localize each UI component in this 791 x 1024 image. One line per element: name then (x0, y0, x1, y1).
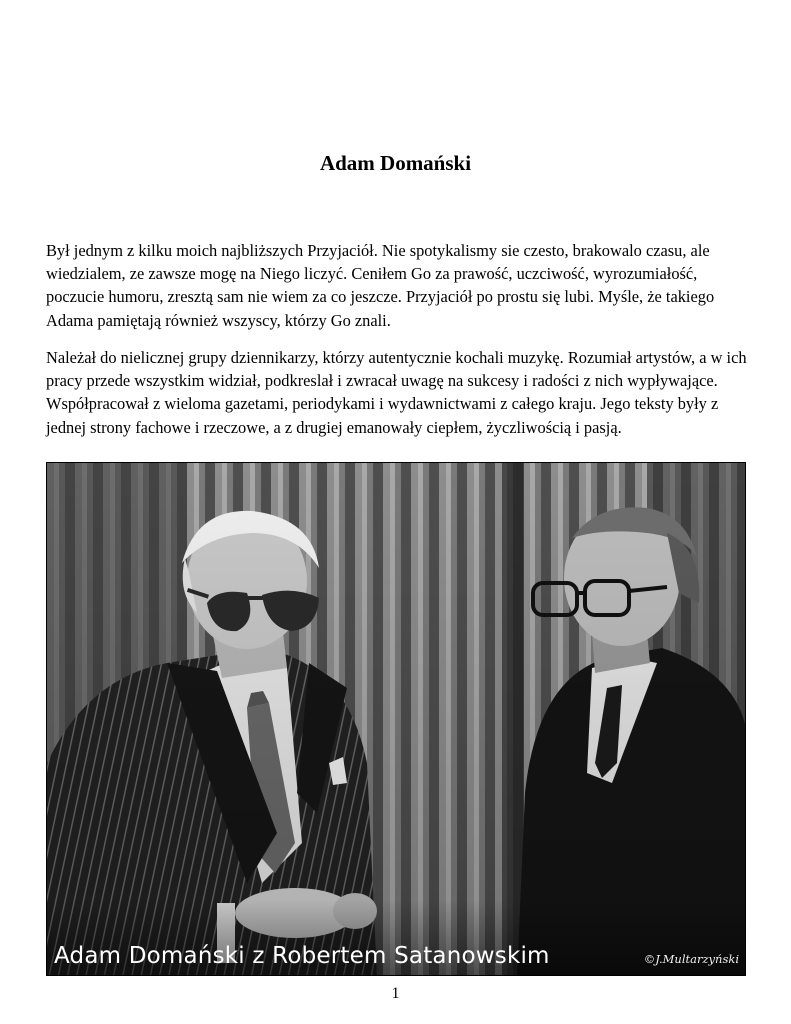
paragraph-1: Był jednym z kilku moich najbliższych Przyjaciół. Nie spotykalismy sie czesto, brakowalo czasu, ale wiedzialem, ze zawsze mogę na Niego liczyć. Ceniłem Go za prawość, uczciwość, wyrozumiałość, poczucie humoru, zresztą sam nie wiem za co jeszcze. Przyjaciół po prostu się lubi. Myśle, że takiego Adama pamiętają również wszyscy, którzy Go znali. (46, 241, 715, 330)
photo (46, 462, 746, 976)
paragraph-2: Należał do nielicznej grupy dziennikarzy, którzy autentycznie kochali muzykę. Rozumiał artystów, a w ich pracy przede wszystkim widział, podkreslał i zwracał uwagę na sukcesy i radości z nich wypływające. Współpracował z wieloma gazetami, periodykami i wydawnictwami z całego kraju. Jego teksty były z jednej strony fachowe i rzeczowe, a z drugiej emanowały ciepłem, życzliwością i pasją. (46, 348, 747, 437)
photo-illustration (47, 463, 746, 976)
photo-caption: Adam Domański z Robertem Satanowskim (54, 943, 550, 969)
page-number: 1 (391, 985, 400, 1002)
photo-credit: ©J.Multarzyński (643, 952, 739, 966)
page-title: Adam Domański (319, 151, 472, 175)
